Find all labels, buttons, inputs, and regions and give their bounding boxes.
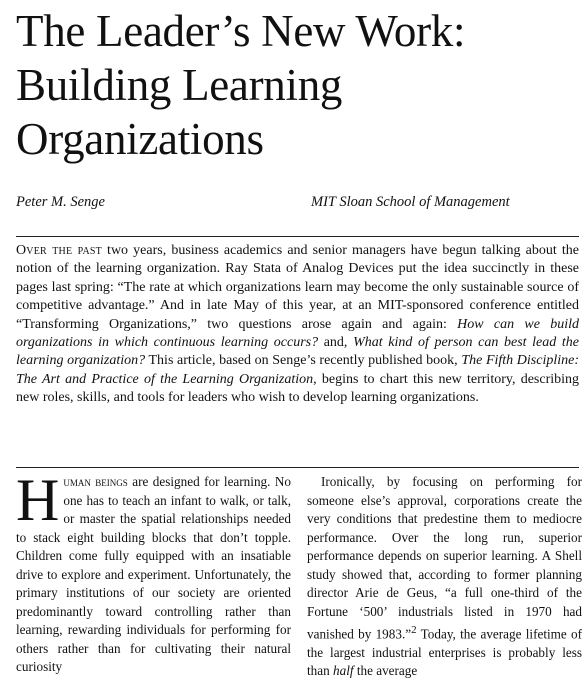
body-right-text-3: the average: [353, 663, 418, 679]
drop-cap: H: [16, 467, 60, 533]
body-column-right: [307, 473, 582, 681]
body-lead-caps: uman beings: [63, 474, 128, 489]
body-left-text: are designed for learning. No one has to teach an infant to walk, or talk, or master the spatial relationships needed to stack eight building blocks that don’t topple. Children come fully equipped with an insatiable drive to explore and experiment. Unfortunately, the primary institutions of our society are oriented predominantly toward controlling rather than learning, rewarding individuals for performing for others rather than for cultivating their natural curiosity: [16, 474, 291, 674]
abstract-text-3: This article, based on Senge’s recently published book,: [145, 353, 462, 369]
abstract-paragraph: [16, 242, 579, 408]
body-right-text-2: Today, the average lifetime of the largest industrial enterprises is probably less than: [307, 626, 582, 679]
body-right-text-1: Ironically, by focusing on performing for someone else’s approval, corporations create the very conditions that predestine them to mediocre performance. Over the long run, superior performance depends on superior learning. A Shell study showed that, according to former planning director Arie de Geus, “a full one-third of the Fortune ‘500’ industrials listed in 1970 had vanished by 1983.”: [307, 474, 582, 642]
author-affiliation: MIT Sloan School of Management: [311, 194, 510, 210]
title-line-2: Building Learning Organizations: [16, 60, 343, 164]
abstract-bottom-rule: [16, 467, 579, 468]
author-name: Peter M. Senge: [16, 194, 105, 210]
abstract-text-2: and,: [318, 335, 354, 351]
abstract-question-2: What kind of person can best lead the learning organization?: [16, 335, 579, 369]
abstract-book-title: The Fifth Discipline: The Art and Practice of the Learning Organization: [16, 353, 579, 387]
article-title: [16, 4, 586, 166]
abstract-text-1: two years, business academics and senior managers have begun talking about the notion of the learning organization. Ray Stata of Analog Devices put the idea succinctly in these pages last spring: “The rate at which organizations learn may become the only sustainable source of competitive advantage.” And in late May of this year, at an MIT-sponsored conference entitled “Transforming Organizations,” two questions arose again and again:: [16, 243, 579, 332]
title-line-1: The Leader’s New Work:: [16, 6, 466, 56]
abstract-text-4: , begins to chart this new territory, describing new roles, skills, and tools for leaders who wish to develop learning organizations.: [16, 371, 580, 406]
body-column-left: [16, 467, 291, 677]
body-right-emphasis: half: [333, 663, 354, 679]
footnote-marker: 2: [411, 624, 417, 636]
abstract-top-rule: [16, 236, 579, 237]
abstract-lead-caps: Over the past: [16, 243, 102, 258]
abstract-question-1: How can we build organizations in which continuous learning occurs?: [16, 316, 580, 351]
